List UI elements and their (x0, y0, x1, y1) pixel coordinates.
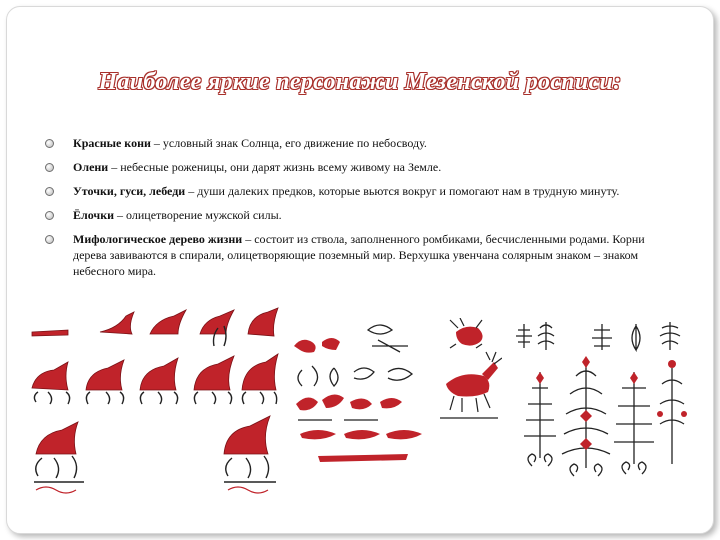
bullet-text: – души далеких предков, которые вьются вокруг и помогают нам в трудную минуту. (185, 184, 620, 198)
bullet-text: – небесные роженицы, они дарят жизнь всему живому на Земле. (108, 160, 442, 174)
tree-of-life-icon (510, 318, 692, 488)
bird-ornaments-icon (288, 316, 430, 464)
horse-drawing-steps-icon (28, 306, 280, 502)
bullet-term: Уточки, гуси, лебеди (73, 184, 186, 198)
bullet-text: – условный знак Солнца, его движение по небосводу. (150, 136, 427, 150)
bullet-term: Олени (73, 160, 109, 174)
bullet-term: Красные кони (73, 136, 151, 150)
bullet-text: – состоит из ствола, заполненного ромбиками, бесчисленными родами. Корни дерева завиваются в спирали, олицетворяющие поземный мир. Верхушка увенчана солярным знаком – знаком небесного мира. (73, 232, 645, 278)
bullet-term: Ёлочки (73, 208, 115, 222)
bullet-term: Мифологическое дерево жизни (73, 232, 243, 246)
bullet-text: – олицетворение мужской силы. (114, 208, 282, 222)
slide-title: Наиболее яркие персонажи Мезенской росписи: (98, 69, 622, 95)
red-deer-icon (436, 318, 502, 426)
